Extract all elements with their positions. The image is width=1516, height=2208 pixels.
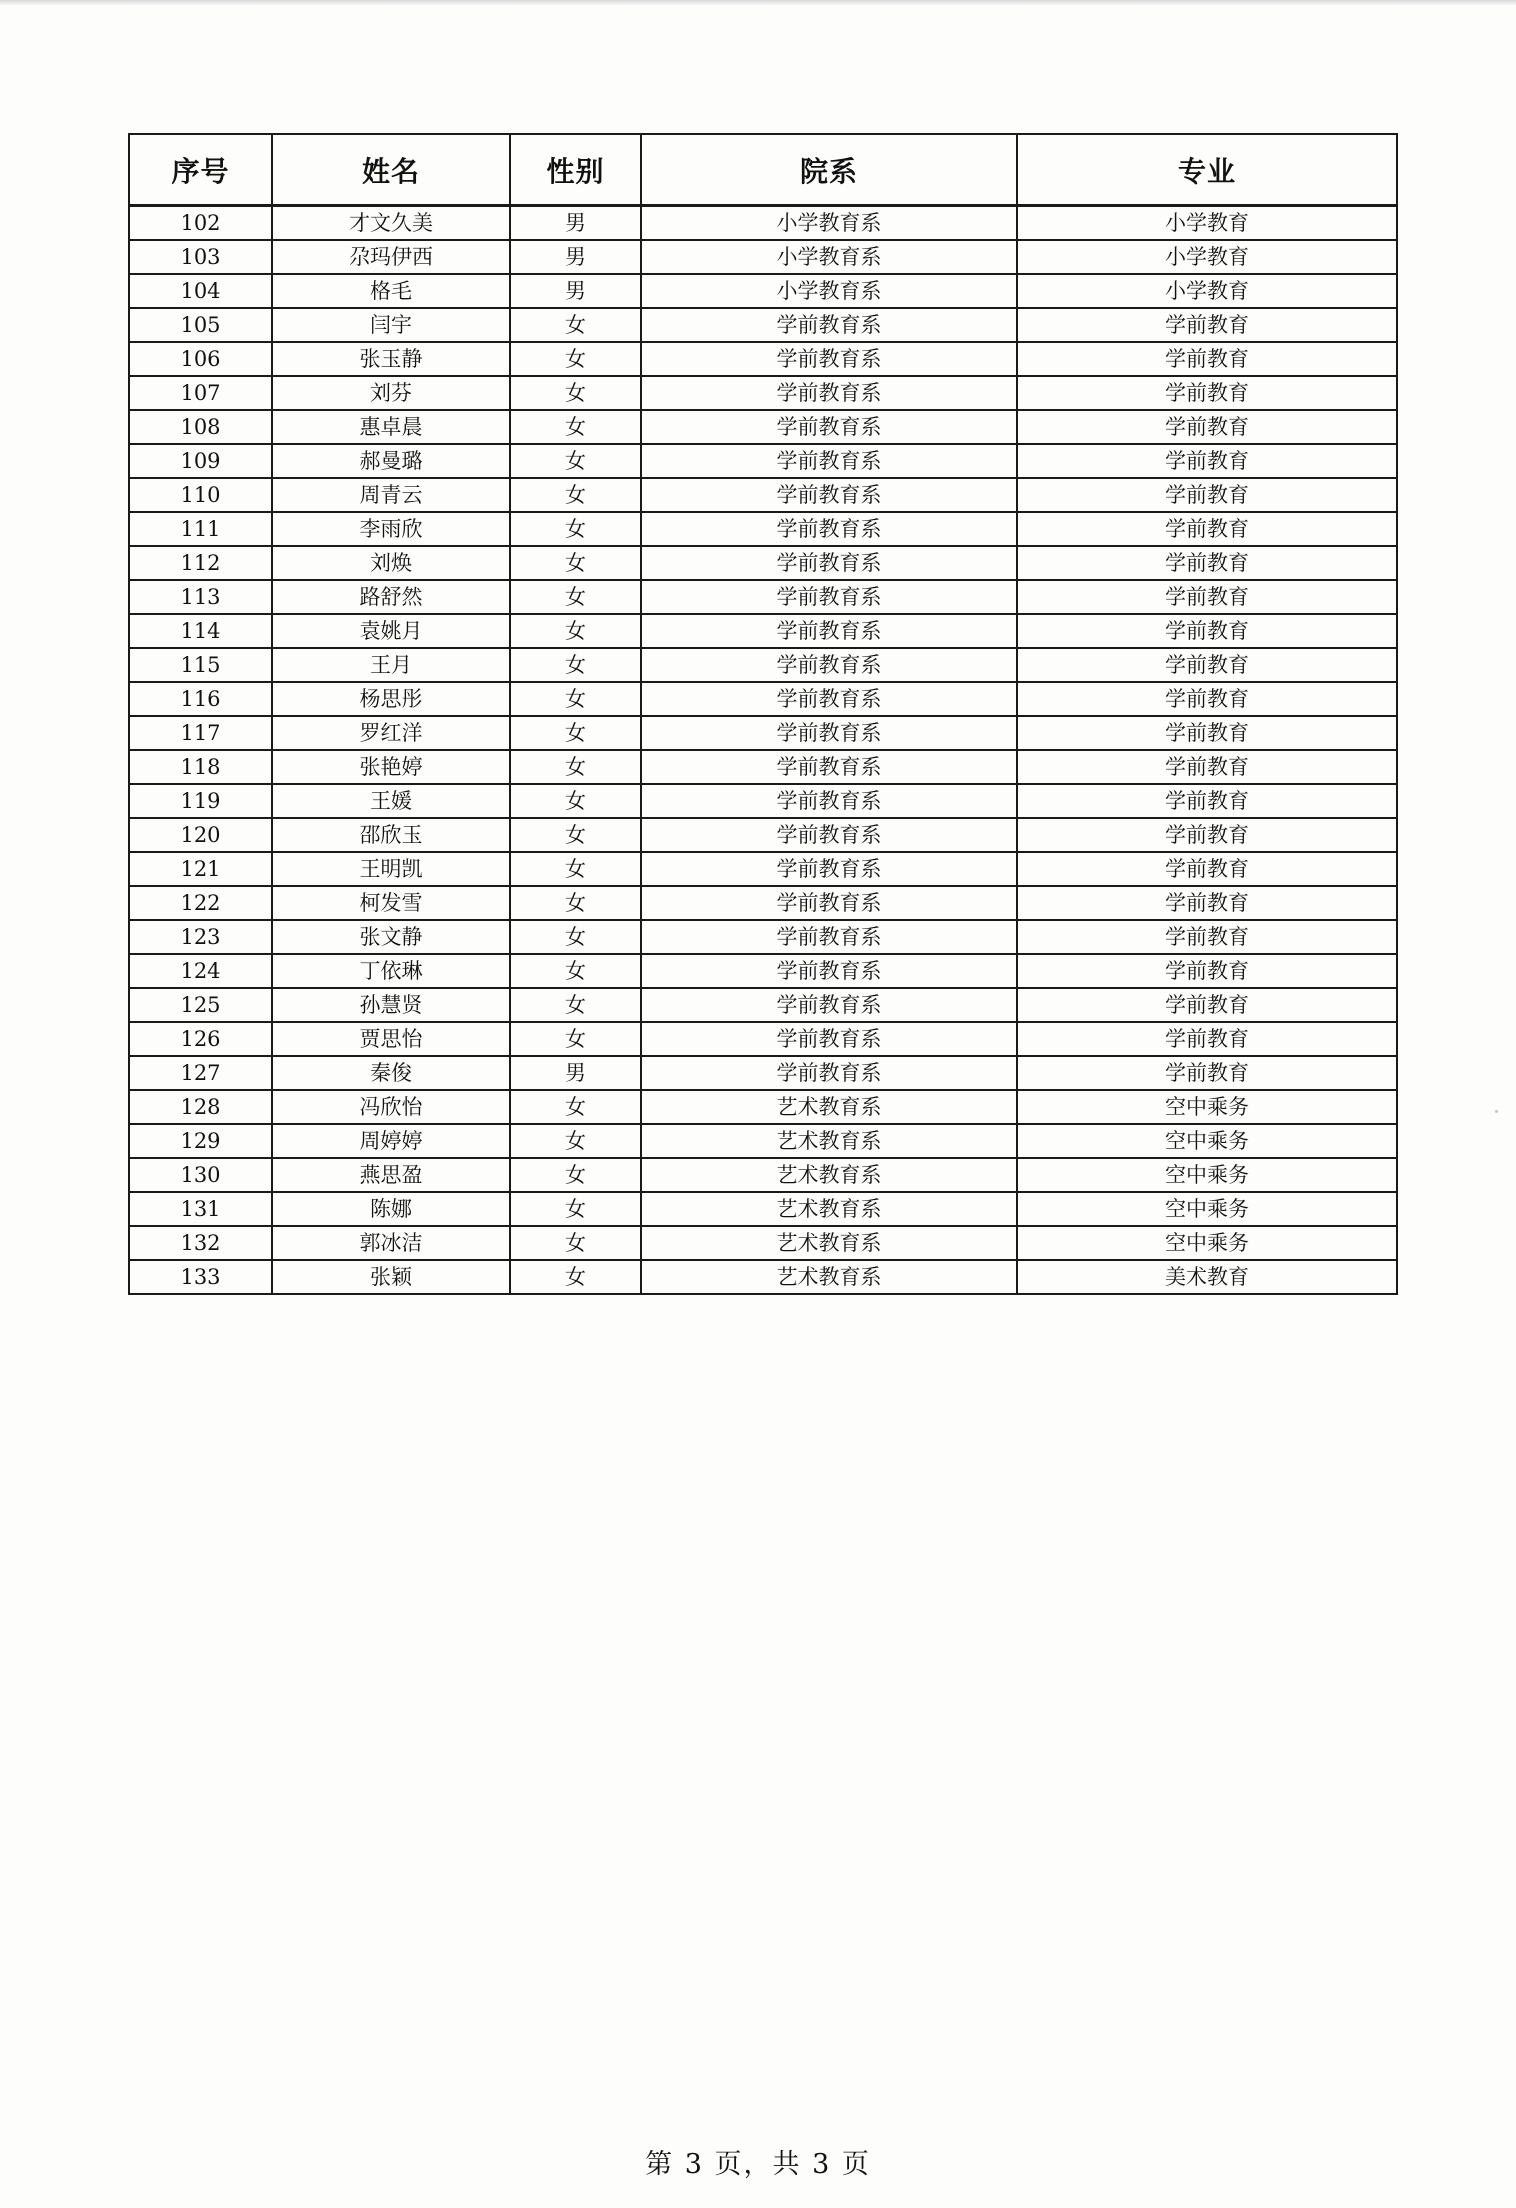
table-row bbox=[129, 274, 1397, 308]
cell-department: 学前教育系 bbox=[641, 376, 1017, 410]
cell-name: 王媛 bbox=[272, 784, 510, 818]
cell-department: 学前教育系 bbox=[641, 546, 1017, 580]
cell-name: 燕思盈 bbox=[272, 1158, 510, 1192]
cell-major: 学前教育 bbox=[1017, 818, 1397, 852]
table-row bbox=[129, 614, 1397, 648]
cell-name: 周婷婷 bbox=[272, 1124, 510, 1158]
cell-gender: 女 bbox=[510, 1226, 641, 1260]
table-row bbox=[129, 444, 1397, 478]
cell-index: 108 bbox=[129, 410, 272, 444]
cell-name: 闫宇 bbox=[272, 308, 510, 342]
cell-gender: 女 bbox=[510, 716, 641, 750]
cell-gender: 女 bbox=[510, 1022, 641, 1056]
cell-name: 郝曼璐 bbox=[272, 444, 510, 478]
cell-department: 学前教育系 bbox=[641, 818, 1017, 852]
cell-index: 107 bbox=[129, 376, 272, 410]
cell-major: 学前教育 bbox=[1017, 1022, 1397, 1056]
table-row bbox=[129, 716, 1397, 750]
cell-department: 学前教育系 bbox=[641, 580, 1017, 614]
cell-name: 张玉静 bbox=[272, 342, 510, 376]
cell-index: 110 bbox=[129, 478, 272, 512]
cell-index: 127 bbox=[129, 1056, 272, 1090]
cell-department: 学前教育系 bbox=[641, 512, 1017, 546]
cell-name: 刘焕 bbox=[272, 546, 510, 580]
table-row bbox=[129, 1056, 1397, 1090]
cell-gender: 女 bbox=[510, 410, 641, 444]
table-row bbox=[129, 1124, 1397, 1158]
cell-major: 学前教育 bbox=[1017, 750, 1397, 784]
cell-department: 学前教育系 bbox=[641, 988, 1017, 1022]
table-row bbox=[129, 376, 1397, 410]
cell-index: 117 bbox=[129, 716, 272, 750]
cell-index: 121 bbox=[129, 852, 272, 886]
cell-index: 105 bbox=[129, 308, 272, 342]
cell-major: 学前教育 bbox=[1017, 784, 1397, 818]
cell-name: 郭冰洁 bbox=[272, 1226, 510, 1260]
table-row bbox=[129, 342, 1397, 376]
cell-gender: 女 bbox=[510, 1192, 641, 1226]
cell-major: 学前教育 bbox=[1017, 920, 1397, 954]
cell-index: 130 bbox=[129, 1158, 272, 1192]
cell-index: 118 bbox=[129, 750, 272, 784]
cell-gender: 女 bbox=[510, 546, 641, 580]
cell-index: 129 bbox=[129, 1124, 272, 1158]
cell-gender: 女 bbox=[510, 818, 641, 852]
cell-index: 109 bbox=[129, 444, 272, 478]
cell-gender: 女 bbox=[510, 342, 641, 376]
cell-gender: 女 bbox=[510, 1260, 641, 1294]
cell-name: 王明凯 bbox=[272, 852, 510, 886]
cell-index: 102 bbox=[129, 206, 272, 241]
cell-index: 115 bbox=[129, 648, 272, 682]
table-row bbox=[129, 750, 1397, 784]
table-row bbox=[129, 920, 1397, 954]
cell-major: 学前教育 bbox=[1017, 1056, 1397, 1090]
cell-gender: 女 bbox=[510, 308, 641, 342]
cell-gender: 女 bbox=[510, 920, 641, 954]
cell-major: 空中乘务 bbox=[1017, 1090, 1397, 1124]
cell-major: 学前教育 bbox=[1017, 682, 1397, 716]
cell-department: 艺术教育系 bbox=[641, 1090, 1017, 1124]
cell-index: 133 bbox=[129, 1260, 272, 1294]
cell-name: 秦俊 bbox=[272, 1056, 510, 1090]
cell-gender: 女 bbox=[510, 478, 641, 512]
cell-name: 杨思彤 bbox=[272, 682, 510, 716]
cell-major: 学前教育 bbox=[1017, 614, 1397, 648]
table-row bbox=[129, 240, 1397, 274]
cell-department: 艺术教育系 bbox=[641, 1158, 1017, 1192]
cell-name: 王月 bbox=[272, 648, 510, 682]
cell-major: 学前教育 bbox=[1017, 852, 1397, 886]
cell-department: 学前教育系 bbox=[641, 1022, 1017, 1056]
header-major: 专业 bbox=[1017, 134, 1397, 206]
cell-gender: 女 bbox=[510, 580, 641, 614]
cell-name: 尕玛伊西 bbox=[272, 240, 510, 274]
cell-department: 艺术教育系 bbox=[641, 1124, 1017, 1158]
cell-major: 学前教育 bbox=[1017, 954, 1397, 988]
table-row bbox=[129, 1192, 1397, 1226]
cell-department: 学前教育系 bbox=[641, 478, 1017, 512]
cell-gender: 男 bbox=[510, 1056, 641, 1090]
cell-index: 126 bbox=[129, 1022, 272, 1056]
cell-major: 小学教育 bbox=[1017, 274, 1397, 308]
cell-gender: 女 bbox=[510, 886, 641, 920]
table-row bbox=[129, 206, 1397, 241]
cell-major: 学前教育 bbox=[1017, 988, 1397, 1022]
cell-department: 小学教育系 bbox=[641, 240, 1017, 274]
table-row bbox=[129, 818, 1397, 852]
cell-index: 104 bbox=[129, 274, 272, 308]
cell-major: 学前教育 bbox=[1017, 376, 1397, 410]
header-gender: 性别 bbox=[510, 134, 641, 206]
cell-gender: 女 bbox=[510, 1124, 641, 1158]
cell-gender: 男 bbox=[510, 274, 641, 308]
cell-department: 学前教育系 bbox=[641, 614, 1017, 648]
cell-major: 学前教育 bbox=[1017, 478, 1397, 512]
table-row bbox=[129, 784, 1397, 818]
cell-name: 周青云 bbox=[272, 478, 510, 512]
cell-department: 学前教育系 bbox=[641, 716, 1017, 750]
table-row bbox=[129, 954, 1397, 988]
cell-department: 学前教育系 bbox=[641, 852, 1017, 886]
cell-major: 空中乘务 bbox=[1017, 1158, 1397, 1192]
cell-index: 123 bbox=[129, 920, 272, 954]
cell-gender: 女 bbox=[510, 614, 641, 648]
cell-index: 120 bbox=[129, 818, 272, 852]
cell-major: 学前教育 bbox=[1017, 886, 1397, 920]
cell-department: 学前教育系 bbox=[641, 308, 1017, 342]
cell-name: 张颖 bbox=[272, 1260, 510, 1294]
cell-department: 学前教育系 bbox=[641, 1056, 1017, 1090]
table-row bbox=[129, 682, 1397, 716]
header-name: 姓名 bbox=[272, 134, 510, 206]
cell-department: 学前教育系 bbox=[641, 954, 1017, 988]
student-roster-table bbox=[128, 133, 1398, 1295]
cell-name: 邵欣玉 bbox=[272, 818, 510, 852]
cell-gender: 男 bbox=[510, 240, 641, 274]
cell-gender: 女 bbox=[510, 682, 641, 716]
cell-department: 艺术教育系 bbox=[641, 1260, 1017, 1294]
cell-index: 124 bbox=[129, 954, 272, 988]
cell-name: 孙慧贤 bbox=[272, 988, 510, 1022]
table-row bbox=[129, 648, 1397, 682]
table-row bbox=[129, 852, 1397, 886]
cell-index: 122 bbox=[129, 886, 272, 920]
cell-gender: 女 bbox=[510, 1090, 641, 1124]
cell-name: 才文久美 bbox=[272, 206, 510, 241]
cell-department: 学前教育系 bbox=[641, 648, 1017, 682]
scan-speck bbox=[1495, 1110, 1498, 1113]
cell-name: 陈娜 bbox=[272, 1192, 510, 1226]
table-row bbox=[129, 988, 1397, 1022]
header-index: 序号 bbox=[129, 134, 272, 206]
cell-department: 学前教育系 bbox=[641, 444, 1017, 478]
cell-department: 学前教育系 bbox=[641, 682, 1017, 716]
cell-gender: 女 bbox=[510, 648, 641, 682]
cell-major: 小学教育 bbox=[1017, 206, 1397, 241]
table-header bbox=[129, 134, 1397, 206]
cell-major: 学前教育 bbox=[1017, 342, 1397, 376]
cell-gender: 女 bbox=[510, 988, 641, 1022]
cell-index: 131 bbox=[129, 1192, 272, 1226]
cell-major: 学前教育 bbox=[1017, 410, 1397, 444]
cell-department: 学前教育系 bbox=[641, 886, 1017, 920]
cell-index: 114 bbox=[129, 614, 272, 648]
cell-department: 学前教育系 bbox=[641, 784, 1017, 818]
cell-gender: 女 bbox=[510, 512, 641, 546]
cell-gender: 女 bbox=[510, 1158, 641, 1192]
cell-department: 小学教育系 bbox=[641, 274, 1017, 308]
cell-index: 128 bbox=[129, 1090, 272, 1124]
cell-index: 103 bbox=[129, 240, 272, 274]
cell-gender: 女 bbox=[510, 376, 641, 410]
cell-index: 113 bbox=[129, 580, 272, 614]
cell-name: 丁依琳 bbox=[272, 954, 510, 988]
cell-index: 116 bbox=[129, 682, 272, 716]
cell-gender: 女 bbox=[510, 954, 641, 988]
cell-name: 张文静 bbox=[272, 920, 510, 954]
table-row bbox=[129, 546, 1397, 580]
table-row bbox=[129, 1022, 1397, 1056]
cell-name: 路舒然 bbox=[272, 580, 510, 614]
cell-name: 柯发雪 bbox=[272, 886, 510, 920]
cell-name: 格毛 bbox=[272, 274, 510, 308]
table-row bbox=[129, 308, 1397, 342]
cell-major: 空中乘务 bbox=[1017, 1226, 1397, 1260]
cell-gender: 男 bbox=[510, 206, 641, 241]
cell-name: 袁姚月 bbox=[272, 614, 510, 648]
header-department: 院系 bbox=[641, 134, 1017, 206]
page-number: 第 3 页，共 3 页 bbox=[645, 2149, 871, 2180]
cell-major: 学前教育 bbox=[1017, 546, 1397, 580]
table-row bbox=[129, 1090, 1397, 1124]
cell-department: 学前教育系 bbox=[641, 342, 1017, 376]
cell-department: 小学教育系 bbox=[641, 206, 1017, 241]
cell-major: 美术教育 bbox=[1017, 1260, 1397, 1294]
cell-index: 106 bbox=[129, 342, 272, 376]
table-row bbox=[129, 512, 1397, 546]
cell-name: 刘芬 bbox=[272, 376, 510, 410]
header-row bbox=[129, 134, 1397, 206]
cell-name: 冯欣怡 bbox=[272, 1090, 510, 1124]
cell-name: 李雨欣 bbox=[272, 512, 510, 546]
table-row bbox=[129, 410, 1397, 444]
table-row bbox=[129, 1226, 1397, 1260]
cell-gender: 女 bbox=[510, 852, 641, 886]
cell-gender: 女 bbox=[510, 784, 641, 818]
table-body bbox=[129, 206, 1397, 1295]
cell-department: 学前教育系 bbox=[641, 920, 1017, 954]
cell-major: 学前教育 bbox=[1017, 444, 1397, 478]
cell-major: 学前教育 bbox=[1017, 716, 1397, 750]
cell-department: 学前教育系 bbox=[641, 410, 1017, 444]
cell-department: 艺术教育系 bbox=[641, 1226, 1017, 1260]
cell-major: 学前教育 bbox=[1017, 308, 1397, 342]
cell-name: 惠卓晨 bbox=[272, 410, 510, 444]
cell-index: 125 bbox=[129, 988, 272, 1022]
table-row bbox=[129, 1260, 1397, 1294]
cell-index: 119 bbox=[129, 784, 272, 818]
cell-gender: 女 bbox=[510, 444, 641, 478]
cell-major: 空中乘务 bbox=[1017, 1192, 1397, 1226]
cell-major: 空中乘务 bbox=[1017, 1124, 1397, 1158]
cell-name: 贾思怡 bbox=[272, 1022, 510, 1056]
cell-major: 小学教育 bbox=[1017, 240, 1397, 274]
cell-index: 111 bbox=[129, 512, 272, 546]
table-row bbox=[129, 1158, 1397, 1192]
cell-major: 学前教育 bbox=[1017, 648, 1397, 682]
cell-name: 张艳婷 bbox=[272, 750, 510, 784]
table-row bbox=[129, 478, 1397, 512]
cell-gender: 女 bbox=[510, 750, 641, 784]
cell-index: 132 bbox=[129, 1226, 272, 1260]
scan-top-edge bbox=[0, 0, 1516, 6]
cell-name: 罗红洋 bbox=[272, 716, 510, 750]
cell-department: 艺术教育系 bbox=[641, 1192, 1017, 1226]
cell-department: 学前教育系 bbox=[641, 750, 1017, 784]
table-row bbox=[129, 580, 1397, 614]
cell-major: 学前教育 bbox=[1017, 580, 1397, 614]
cell-index: 112 bbox=[129, 546, 272, 580]
cell-major: 学前教育 bbox=[1017, 512, 1397, 546]
table-row bbox=[129, 886, 1397, 920]
